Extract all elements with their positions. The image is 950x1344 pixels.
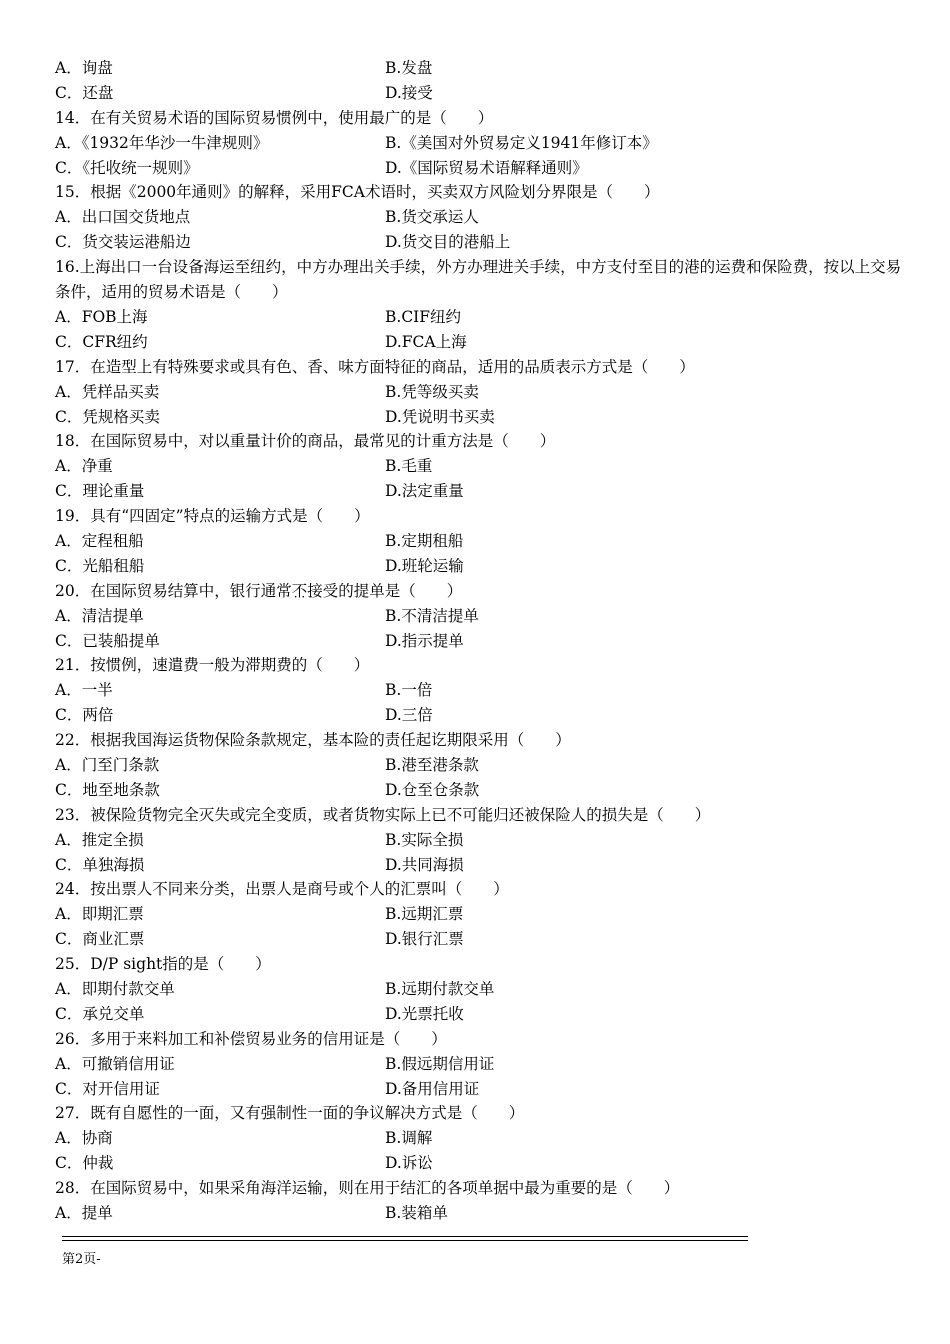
options-row bbox=[55, 330, 905, 355]
question-text: 14．在有关贸易术语的国际贸易惯例中，使用最广的是（ ） bbox=[55, 108, 494, 127]
option-right: B.港至港条款 bbox=[385, 755, 479, 774]
option-left: A．协商 bbox=[55, 1129, 113, 1148]
option-right: B.不清洁提单 bbox=[385, 606, 479, 625]
page-number: 第2页- bbox=[62, 1252, 101, 1267]
question-text: 17．在造型上有特殊要求或具有色、香、味方面特征的商品，适用的品质表示方式是（ ） bbox=[55, 357, 695, 376]
question-text: 15．根据《2000年通则》的解释，采用FCA术语时，买卖双方风险划分界限是（ ） bbox=[55, 183, 660, 202]
question-text: 22．根据我国海运货物保险条款规定，基本险的责任起讫期限采用（ ） bbox=[55, 731, 571, 750]
question-text-part: 20．在国际贸易结算中，银行通常 bbox=[55, 581, 292, 600]
option-right: B.CIF纽约 bbox=[385, 307, 462, 326]
option-right: B.假远期信用证 bbox=[385, 1054, 495, 1073]
question-text: 18．在国际贸易中，对以重量计价的商品，最常见的计重方法是（ ） bbox=[55, 432, 556, 451]
option-left: C．理论重量 bbox=[55, 482, 145, 501]
option-right: B.凭等级买卖 bbox=[385, 382, 479, 401]
options-row bbox=[55, 927, 905, 952]
options-row bbox=[55, 305, 905, 330]
question-list bbox=[55, 56, 905, 1226]
question-text: 27．既有自愿性的一面，又有强制性一面的争议解决方式是（ ） bbox=[55, 1104, 525, 1123]
option-right: B.实际全损 bbox=[385, 830, 464, 849]
option-right: D.货交目的港船上 bbox=[385, 233, 511, 252]
options-row bbox=[55, 703, 905, 728]
option-left: C．地至地条款 bbox=[55, 780, 160, 799]
option-left: C．承兑交单 bbox=[55, 1004, 145, 1023]
question-text: 23．被保险货物完全灭失或完全变质，或者货物实际上已不可能归还被保险人的损失是（ ） bbox=[55, 805, 711, 824]
option-left: C．还盘 bbox=[55, 83, 114, 102]
option-right: D.接受 bbox=[385, 83, 433, 102]
options-row bbox=[55, 1151, 905, 1176]
option-left: A．定程租船 bbox=[55, 531, 144, 550]
option-left: A．《1932年华沙一牛津规则》 bbox=[55, 133, 269, 152]
option-right: D.备用信用证 bbox=[385, 1079, 480, 1098]
option-left: A．提单 bbox=[55, 1204, 113, 1222]
options-row bbox=[55, 778, 905, 803]
option-right: D.班轮运输 bbox=[385, 556, 464, 575]
option-left: C．仲裁 bbox=[55, 1154, 114, 1173]
options-row bbox=[55, 1126, 905, 1151]
options-row bbox=[55, 479, 905, 504]
options-row bbox=[55, 156, 905, 181]
question-text: 16.上海出口一台设备海运至纽约，中方办理出关手续，外方办理进关手续，中方支付至目的港的运费和保险费，按以上交易条件，适用的贸易术语是（ ） bbox=[55, 258, 902, 302]
option-left: C．对开信用证 bbox=[55, 1079, 160, 1098]
question-text: 28．在国际贸易中，如果采角海洋运输，则在用于结汇的各项单据中最为重要的是（ ） bbox=[55, 1179, 680, 1198]
option-left: A．清洁提单 bbox=[55, 606, 144, 625]
options-row bbox=[55, 977, 905, 1002]
option-left: A．门至门条款 bbox=[55, 755, 160, 774]
option-left: A．净重 bbox=[55, 457, 113, 476]
option-left: A．推定全损 bbox=[55, 830, 144, 849]
option-left: C．凭规格买卖 bbox=[55, 407, 160, 426]
option-right: B.发盘 bbox=[385, 59, 433, 77]
question-text: 26．多用于来料加工和补偿贸易业务的信用证是（ ） bbox=[55, 1029, 447, 1048]
options-row bbox=[55, 1002, 905, 1027]
option-left: A．凭样品买卖 bbox=[55, 382, 160, 401]
options-row bbox=[55, 828, 905, 853]
option-right: B.装箱单 bbox=[385, 1204, 448, 1222]
options-row bbox=[55, 554, 905, 579]
question-text-part: 的提单是（ ） bbox=[338, 581, 463, 600]
option-right: D.三倍 bbox=[385, 706, 433, 725]
option-left: C．已装船提单 bbox=[55, 631, 160, 650]
option-right: D.指示提单 bbox=[385, 631, 464, 650]
option-left: C．单独海损 bbox=[55, 855, 145, 874]
option-left: A．一半 bbox=[55, 681, 113, 700]
option-right: B.一倍 bbox=[385, 681, 433, 700]
option-right: D.诉讼 bbox=[385, 1154, 433, 1173]
option-left: A．出口国交货地点 bbox=[55, 208, 191, 227]
option-right: D.银行汇票 bbox=[385, 930, 464, 949]
options-row bbox=[55, 81, 905, 106]
option-left: C．商业汇票 bbox=[55, 930, 145, 949]
options-row bbox=[55, 604, 905, 629]
options-row bbox=[55, 1052, 905, 1077]
options-row bbox=[55, 753, 905, 778]
option-right: D.共同海损 bbox=[385, 855, 464, 874]
options-row bbox=[55, 56, 905, 81]
emphasized-text: 不接受 · · · bbox=[292, 579, 339, 604]
footer-divider bbox=[62, 1236, 748, 1241]
options-row bbox=[55, 853, 905, 878]
option-right: B.定期租船 bbox=[385, 531, 464, 550]
option-left: C．CFR纽约 bbox=[55, 332, 148, 351]
options-row bbox=[55, 230, 905, 255]
question-text: 25．D/P sight指的是（ ） bbox=[55, 955, 271, 974]
options-row bbox=[55, 380, 905, 405]
option-right: D.法定重量 bbox=[385, 482, 464, 501]
option-left: A．FOB上海 bbox=[55, 307, 148, 326]
option-right: B.远期汇票 bbox=[385, 905, 464, 924]
options-row bbox=[55, 1201, 905, 1226]
question-text: 19．具有“四固定”特点的运输方式是（ ） bbox=[55, 507, 370, 526]
option-left: A．可撤销信用证 bbox=[55, 1054, 175, 1073]
options-row bbox=[55, 902, 905, 927]
option-right: D.凭说明书买卖 bbox=[385, 407, 495, 426]
options-row bbox=[55, 629, 905, 654]
question-text bbox=[55, 579, 905, 604]
option-right: D.仓至仓条款 bbox=[385, 780, 480, 799]
option-left: C．货交装运港船边 bbox=[55, 233, 191, 252]
question-text: 21．按惯例，速遣费一般为滞期费的（ ） bbox=[55, 656, 370, 675]
option-left: A．即期付款交单 bbox=[55, 979, 175, 998]
options-row bbox=[55, 454, 905, 479]
option-right: B.毛重 bbox=[385, 457, 433, 476]
options-row bbox=[55, 1077, 905, 1102]
options-row bbox=[55, 678, 905, 703]
option-right: B.调解 bbox=[385, 1129, 433, 1148]
option-left: A．询盘 bbox=[55, 59, 113, 77]
options-row bbox=[55, 529, 905, 554]
option-right: D.光票托收 bbox=[385, 1004, 464, 1023]
question-text: 24．按出票人不同来分类，出票人是商号或个人的汇票叫（ ） bbox=[55, 880, 509, 899]
option-left: C．光船租船 bbox=[55, 556, 145, 575]
options-row bbox=[55, 131, 905, 156]
option-left: C．《托收统一规则》 bbox=[55, 158, 199, 177]
options-row bbox=[55, 205, 905, 230]
option-right: B.远期付款交单 bbox=[385, 979, 495, 998]
option-right: D.《国际贸易术语解释通则》 bbox=[385, 158, 588, 177]
option-right: D.FCA上海 bbox=[385, 332, 467, 351]
option-left: C．两倍 bbox=[55, 706, 114, 725]
option-right: B.货交承运人 bbox=[385, 208, 479, 227]
options-row bbox=[55, 405, 905, 430]
option-right: B.《美国对外贸易定义1941年修订本》 bbox=[385, 133, 658, 152]
option-left: A．即期汇票 bbox=[55, 905, 144, 924]
